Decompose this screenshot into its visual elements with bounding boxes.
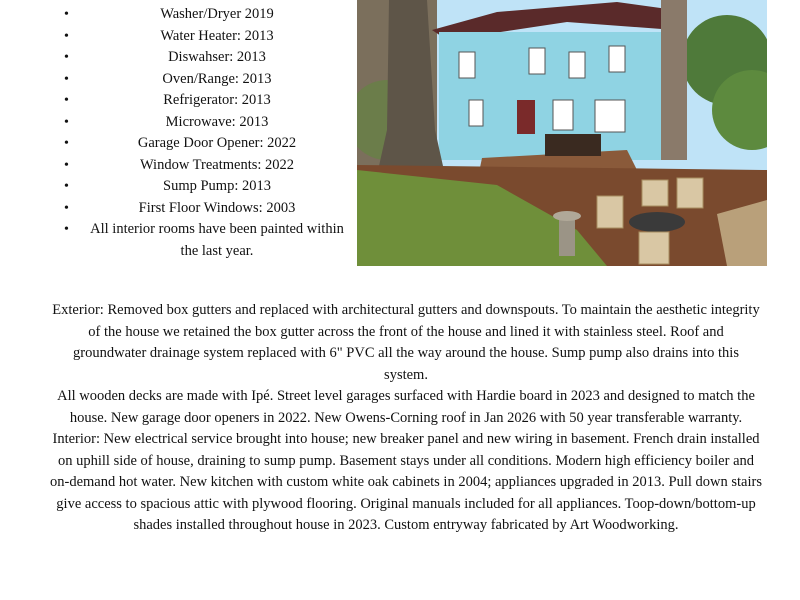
list-item: • Diswahser: 2013 xyxy=(60,47,350,69)
wicker-chair xyxy=(639,232,669,264)
wicker-chair xyxy=(642,180,668,206)
window xyxy=(529,48,545,74)
list-item: • Microwave: 2013 xyxy=(60,112,350,134)
window xyxy=(609,46,625,72)
list-item: • Refrigerator: 2013 xyxy=(60,90,350,112)
decks-paragraph: All wooden decks are made with Ipé. Street level garages surfaced with Hardie board in 2023 and designed to match the house. New garage door openers in 2022. New Owens-Corning roof in Jan 2026 with 50 year transferable warranty. xyxy=(57,388,755,426)
exterior-paragraph: Exterior: Removed box gutters and replaced with architectural gutters and downspouts. To maintain the aesthetic integrity of the house we retained the box gutter across the front of the house and lined it with stainless steel. Roof and groundwater drainage system replaced with 6" PVC all the way around the house. Sump pump also drains into this system. xyxy=(52,302,760,383)
list-item: • Washer/Dryer 2019 xyxy=(60,4,350,26)
fire-pit xyxy=(629,212,685,232)
birdbath-bowl xyxy=(553,211,581,221)
description-paragraphs xyxy=(50,300,762,537)
list-item: • Garage Door Opener: 2022 xyxy=(60,133,350,155)
list-item: • All interior rooms have been painted within the last year. xyxy=(60,219,350,262)
hot-tub xyxy=(545,134,601,156)
list-item: • Window Treatments: 2022 xyxy=(60,155,350,177)
window xyxy=(595,100,625,132)
window xyxy=(553,100,573,130)
house-exterior-photo xyxy=(357,0,767,266)
window xyxy=(469,100,483,126)
chimney xyxy=(661,0,687,160)
door xyxy=(517,100,535,134)
list-item: • Oven/Range: 2013 xyxy=(60,69,350,91)
birdbath xyxy=(559,216,575,256)
updates-list xyxy=(60,4,350,262)
list-item: • Sump Pump: 2013 xyxy=(60,176,350,198)
wicker-chair xyxy=(597,196,623,228)
wicker-chair xyxy=(677,178,703,208)
list-item: • Water Heater: 2013 xyxy=(60,26,350,48)
interior-paragraph: Interior: New electrical service brought into house; new breaker panel and new wiring in basement. French drain installed on uphill side of house, draining to sump pump. Basement stays under all conditions. Modern high efficiency boiler and on-demand hot water. New kitchen with custom white oak cabinets in 2004; appliances upgraded in 2013. Pull down stairs give access to spacious attic with plywood flooring. Original manuals included for all appliances. Toop-down/bottom-up shades installed throughout house in 2023. Custom entryway fabricated by Art Woodworking. xyxy=(50,431,762,533)
window xyxy=(459,52,475,78)
window xyxy=(569,52,585,78)
list-item: • First Floor Windows: 2003 xyxy=(60,198,350,220)
